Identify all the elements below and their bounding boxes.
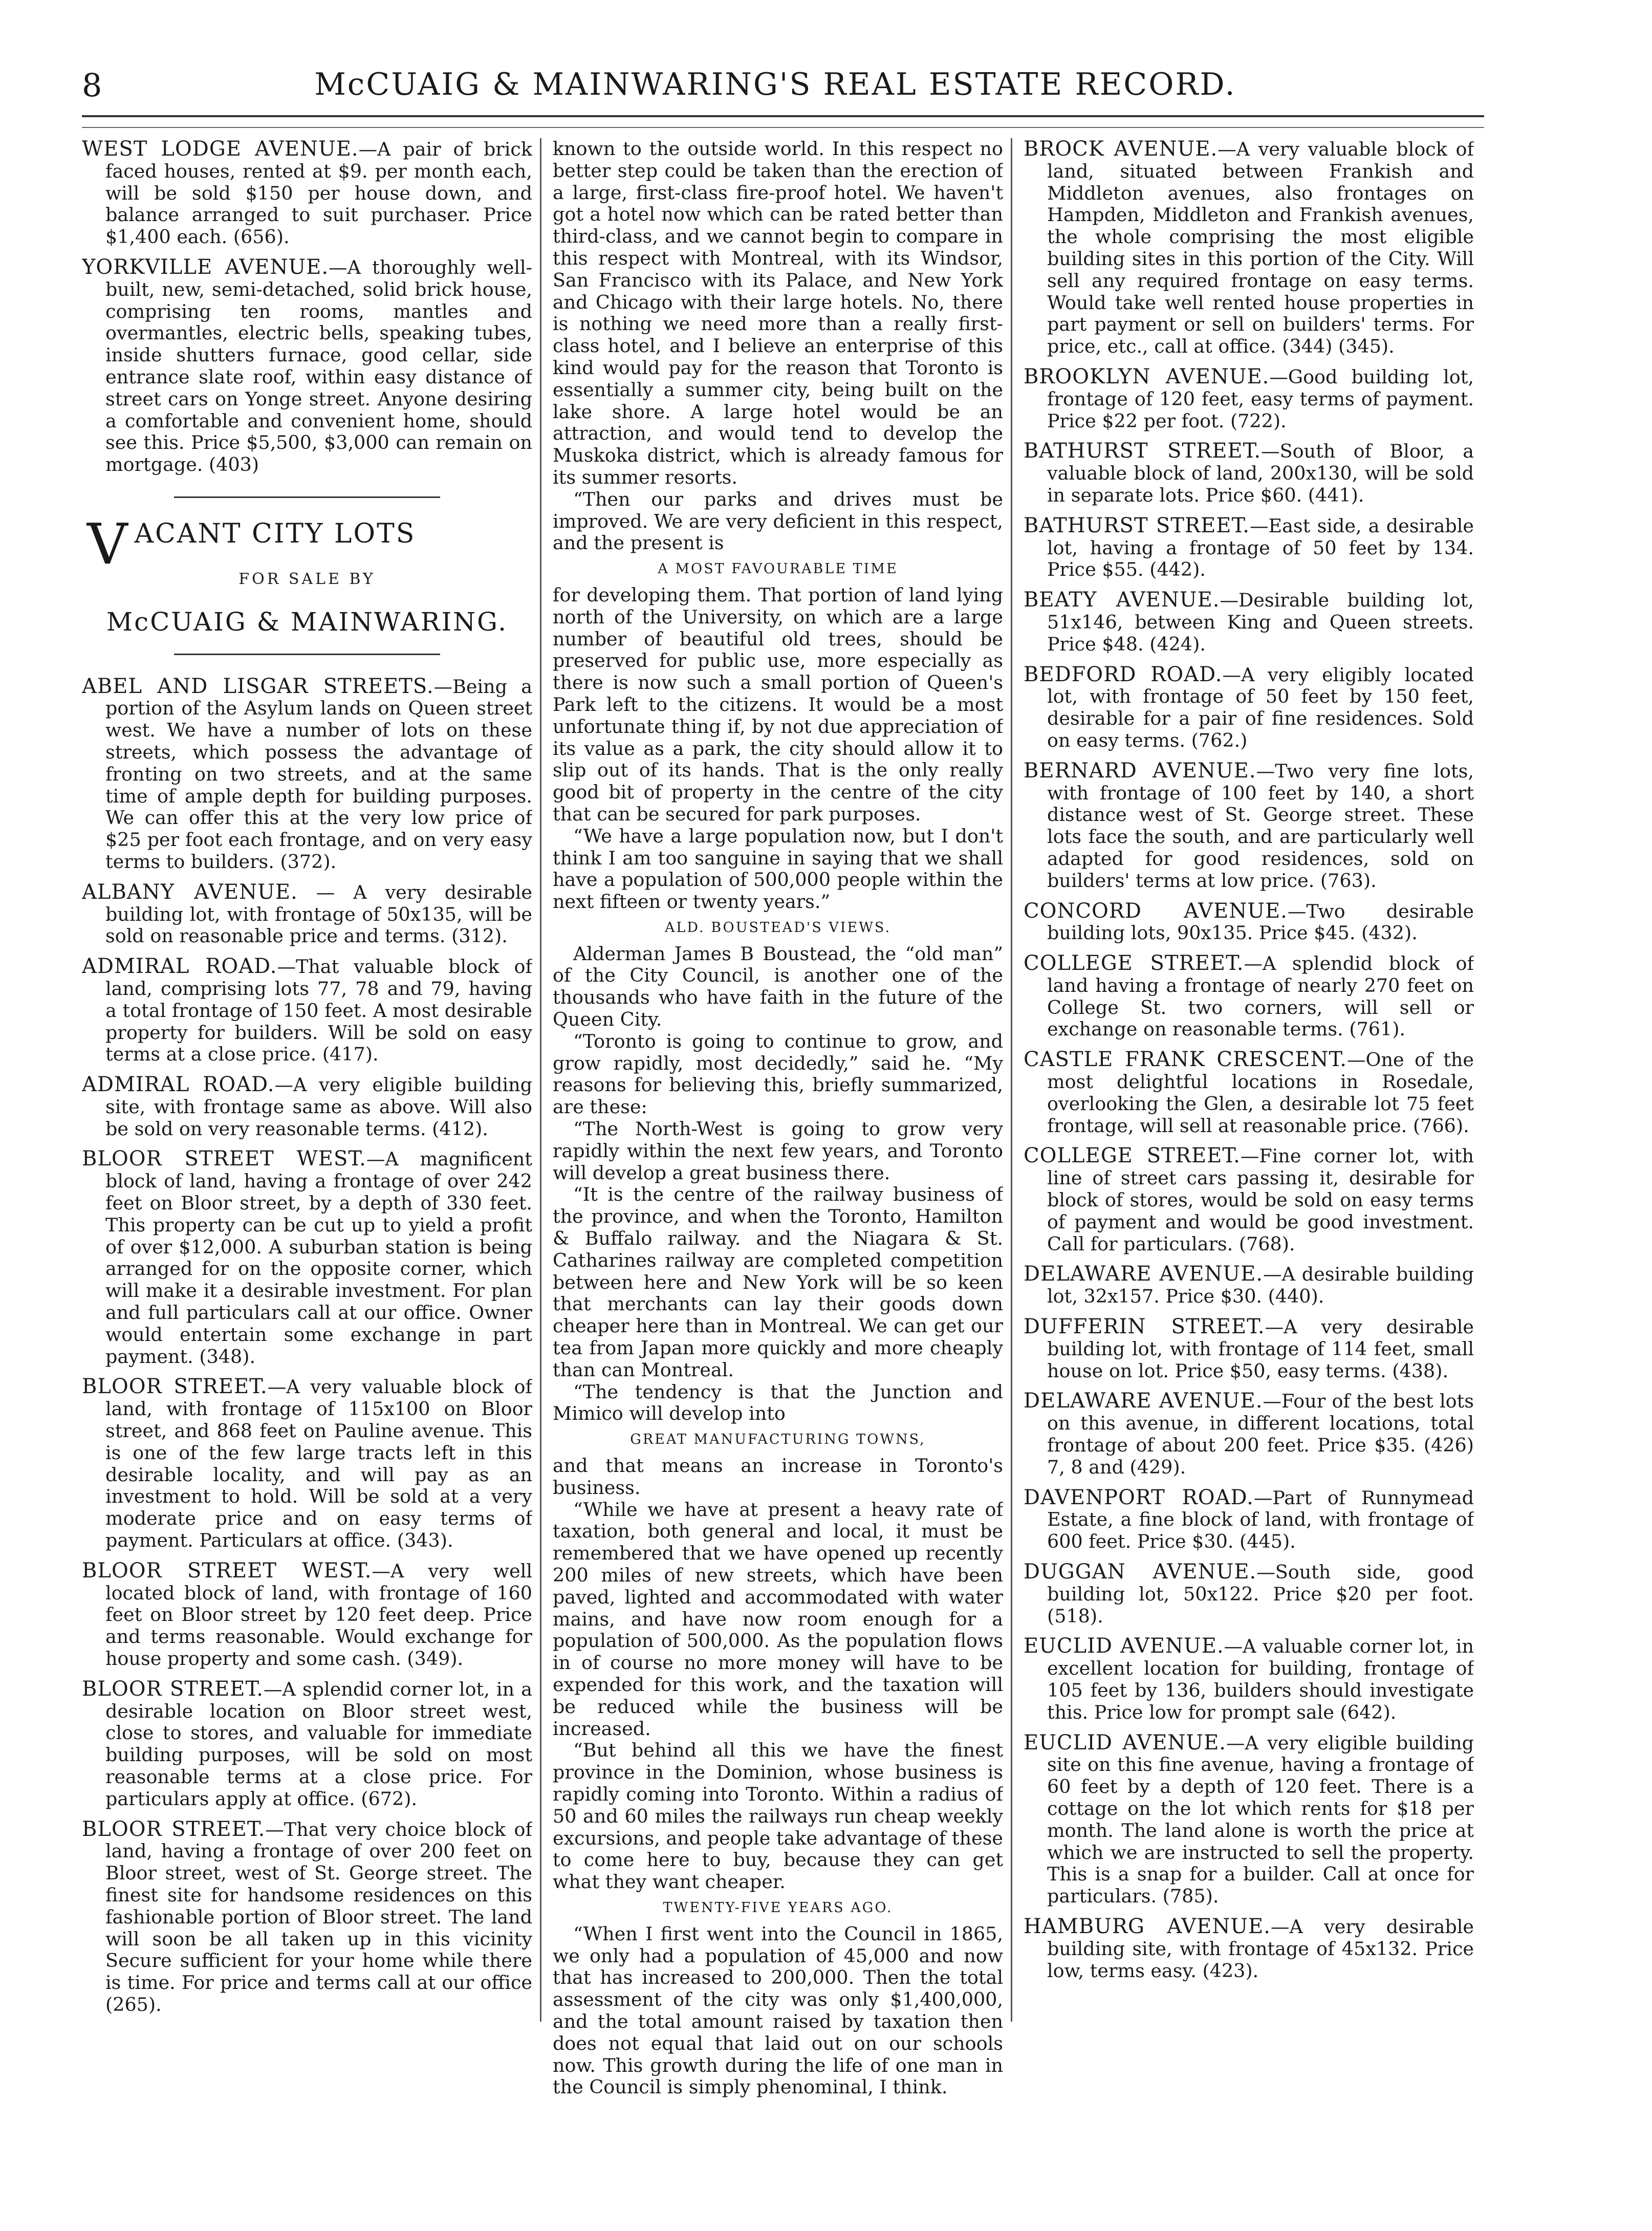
- listing-heading: ADMIRAL ROAD.: [82, 1073, 275, 1097]
- running-title: McCUAIG & MAINWARING'S REAL ESTATE RECORD.: [314, 67, 1236, 102]
- article-paragraph: “Toronto is going to continue to grow, and grow rapidly, most decidedly,” said he. “My reasons for believing this, briefly summarized, are these:: [553, 1030, 1003, 1118]
- header-rule-thin: [82, 127, 1484, 128]
- article-paragraph: “When I first went into the Council in 1865, we only had a population of 45,000 and now that has increased to 200,000. Then the total assessment of the city was only $1,400,000, and the total amount raised by taxation then does not equal that laid out on our schools now. This growth during the life of one man in the Council is simply phenominal, I think.: [553, 1922, 1003, 2098]
- listing-heading: COLLEGE STREET.: [1024, 951, 1244, 976]
- listing-body: — A very desirable building lot, with frontage of 50x135, will be sold on reasonable price and terms. (312).: [105, 881, 532, 947]
- listing-heading: BEDFORD ROAD.: [1024, 662, 1223, 686]
- article-paragraph: known to the outside world. In this respect no better step could be taken than the erection of a large, first-class fire-proof hotel. We haven't got a hotel now which can be rated better than third-class, and we cannot begin to compare in this respect with Montreal, with its Windsor, San Francisco with its Palace, and New York and Chicago with their large hotels. No, there is nothing we need more than a really first-class hotel, and I believe an enterprise of this kind would pay for the reason that Toronto is essentially a summer city, being built on the lake shore. A large hotel would be an attraction, and would tend to develop the Muskoka district, which is already famous for its summer resorts.: [553, 138, 1003, 488]
- listing-heading: BATHURST STREET.: [1024, 513, 1250, 537]
- listing-heading: CONCORD AVENUE.: [1024, 899, 1288, 923]
- listing-entry: [82, 1376, 532, 1551]
- listing-body: —Two desirable building lots, 90x135. Price $45. (432).: [1047, 900, 1474, 944]
- page-header: [72, 61, 1479, 113]
- listing-heading: EUCLID AVENUE.: [1024, 1634, 1224, 1658]
- listing-heading: YORKVILLE AVENUE.: [82, 255, 329, 279]
- column-right: [1024, 138, 1474, 2134]
- listing-body: —Fine corner lot, with line of street cars passing it, desirable for block of stores, would be sold on easy terms of payment and would be good investment. Call for particulars. (768).: [1047, 1145, 1474, 1255]
- listing-heading: BLOOR STREET WEST.: [82, 1558, 372, 1583]
- listing-body: —Good building lot, frontage of 120 feet, easy terms of payment. Price $22 per foot. (722).: [1047, 365, 1474, 432]
- listing-body: —A very valuable block of land, with frontage of 115x100 on Bloor street, and 868 feet on Pauline avenue. This is one of the few large tracts left in this desirable locality, and will pay as an investment to hold. Will be sold at a very moderate price and on easy terms of payment. Particulars at office. (343).: [105, 1376, 532, 1552]
- listing-entry: [82, 256, 532, 476]
- article-subhead: A MOST FAVOURABLE TIME: [658, 561, 898, 577]
- article-paragraph: “While we have at present a heavy rate of taxation, both general and local, it must be remembered that we have opened up recently 200 miles of new streets, which have been paved, lighted and accommodated with water mains, and have now room enough for a population of 500,000. As the population flows in of course no more money will have to be expended for this work, and the taxation will be reduced while the business will be increased.: [553, 1498, 1003, 1740]
- listing-entry: [1024, 366, 1474, 432]
- article-paragraph: Alderman James B Boustead, the “old man” of the City Council, is another one of the thousands who have faith in the future of the Queen City.: [553, 942, 1003, 1031]
- article-paragraph: and that means an increase in Toronto's business.: [553, 1455, 1003, 1499]
- listing-body: —Desirable building lot, 51x146, between King and Queen streets. Price $48. (424).: [1047, 589, 1474, 655]
- listing-body: —East side, a desirable lot, having a frontage of 50 feet by 134. Price $55. (442).: [1047, 514, 1474, 581]
- section-rule: [174, 654, 440, 655]
- listing-heading: BLOOR STREET WEST.: [82, 1147, 366, 1171]
- listing-heading: ALBANY AVENUE.: [82, 880, 298, 904]
- article-subhead: GREAT MANUFACTURING TOWNS,: [630, 1432, 926, 1448]
- listing-heading: CASTLE FRANK CRESCENT.: [1024, 1048, 1347, 1072]
- column-divider: [540, 138, 541, 2022]
- listing-heading: DUGGAN AVENUE.: [1024, 1560, 1257, 1584]
- listing-heading: DUFFERIN STREET.: [1024, 1315, 1265, 1339]
- listing-entry: [82, 881, 532, 947]
- listing-entry: [1024, 1732, 1474, 1908]
- listing-body: —A very well located block of land, with frontage of 160 feet on Bloor street by 120 feet deep. Price and terms reasonable. Would exchange for house property and some cash. (349).: [105, 1559, 532, 1670]
- listing-body: —A very eligibly located lot, with frontage of 50 feet by 150 feet, desirable for a pair of fine residences. Sold on easy terms. (762.): [1047, 663, 1474, 751]
- listing-entry: [1024, 664, 1474, 752]
- drop-cap: V: [87, 511, 129, 577]
- listing-entry: [82, 1560, 532, 1670]
- listing-entry: [1024, 589, 1474, 655]
- listing-entry: [1024, 1635, 1474, 1723]
- article-paragraph: “We have a large population now, but I don't think I am too sanguine in saying that we shall have a population of 500,000 people within the next fifteen or twenty years.”: [553, 825, 1003, 913]
- page-number: 8: [82, 67, 102, 104]
- article-paragraph: “The tendency is that the Junction and Mimico will develop into: [553, 1380, 1003, 1425]
- listing-heading: COLLEGE STREET.: [1024, 1144, 1241, 1168]
- listing-entry: [1024, 1049, 1474, 1137]
- header-rule: [82, 115, 1484, 117]
- listing-entry: [1024, 440, 1474, 506]
- listing-heading: ABEL AND LISGAR STREETS.: [82, 674, 434, 698]
- listing-body: —A splendid block of land having a frontage of nearly 270 feet on College St. two corners, will sell or exchange on reasonable terms. (761).: [1047, 952, 1474, 1041]
- listing-entry: [1024, 1487, 1474, 1553]
- listing-heading: EUCLID AVENUE.: [1024, 1730, 1227, 1755]
- for-sale-by: FOR SALE BY: [238, 570, 376, 588]
- listing-entry: [1024, 1916, 1474, 1982]
- listing-body: —A desirable building lot, 32x157. Price $30. (440).: [1047, 1263, 1474, 1308]
- listing-body: —A thoroughly well-built, new, semi-detached, solid brick house, comprising ten rooms, mantles and overmantles, electric bells, speaking tubes, inside shutters furnace, good cellar, side entrance slate roof, within easy distance of street cars on Yonge street. Anyone desiring a comfortable and convenient home, should see this. Price $5,500, $3,000 can remain on mortgage. (403): [105, 256, 532, 476]
- listing-body: —That very choice block of land, having a frontage of over 200 feet on Bloor street, west of St. George street. The finest site for handsome residences on this fashionable portion of Bloor street. The land will soon be all taken up in this vicinity Secure sufficient for your home while there is time. For price and terms call at our office (265).: [105, 1818, 532, 2016]
- listing-heading: WEST LODGE AVENUE.: [82, 138, 359, 161]
- listing-entry: [1024, 1263, 1474, 1308]
- listing-heading: ADMIRAL ROAD.: [82, 955, 277, 979]
- listing-body: —A valuable corner lot, in excellent location for building, frontage of 105 feet by 136, builders should investigate this. Price low for prompt sale (642).: [1047, 1635, 1474, 1723]
- article-subhead: TWENTY-FIVE YEARS AGO.: [663, 1899, 893, 1916]
- listing-body: —South of Bloor, a valuable block of land, 200x130, will be sold in separate lots. Price $60. (441).: [1047, 440, 1474, 506]
- listing-heading: BLOOR STREET.: [82, 1375, 268, 1399]
- column-divider: [1011, 138, 1012, 2022]
- listing-body: —A very eligible building site on this fine avenue, having a frontage of 60 feet by a depth of 120 feet. There is a cottage on the lot which rents for $18 per month. The land alone is worth the price at which we are instructed to sell the property. This is a snap for a builder. Call at once for particulars. (785).: [1047, 1731, 1474, 1908]
- listing-heading: BROCK AVENUE.: [1024, 138, 1218, 161]
- column-left: [82, 138, 532, 2134]
- article-subhead: ALD. BOUSTEAD'S VIEWS.: [664, 919, 892, 936]
- listing-heading: BEATY AVENUE.: [1024, 588, 1220, 612]
- listing-body: —Part of Runnymead Estate, a fine block of land, with frontage of 600 feet. Price $30. (445).: [1047, 1486, 1474, 1553]
- listing-heading: DAVENPORT ROAD.: [1024, 1485, 1254, 1509]
- listing-entry: [82, 1678, 532, 1810]
- listing-entry: [1024, 515, 1474, 581]
- listing-entry: [1024, 952, 1474, 1041]
- listing-body: —Four of the best lots on this avenue, in different locations, total frontage of about 200 feet. Price $35. (426) 7, 8 and (429).: [1047, 1390, 1474, 1478]
- listing-entry: [82, 1148, 532, 1368]
- listing-entry: [82, 676, 532, 873]
- article-paragraph: “Then our parks and drives must be improved. We are very deficient in this respect, and the present is: [553, 488, 1003, 554]
- listing-body: —A very valuable block of land, situated between Frankish and Middleton avenues, also frontages on Hampden, Middleton and Frankish avenues, the whole comprising the most eligible building sites in this portion of the City. Will sell any required frontage on easy terms. Would take well rented house properties in part payment or sell on builders' terms. For price, etc., call at office. (344) (345).: [1047, 138, 1474, 358]
- listing-body: —That valuable block of land, comprising lots 77, 78 and 79, having a total frontage of 150 feet. A most desirable property for builders. Will be sold on easy terms at a close price. (417).: [105, 956, 532, 1066]
- listing-heading: BATHURST STREET.: [1024, 439, 1262, 463]
- listing-heading: BROOKLYN AVENUE.: [1024, 364, 1270, 388]
- listing-body: —A pair of brick faced houses, rented at $9. per month each, will be sold $150 per house down, and balance arranged to suit purchaser. Price $1,400 each. (656).: [105, 138, 532, 248]
- section-rule: [174, 496, 440, 498]
- listing-heading: BLOOR STREET.: [82, 1817, 266, 1841]
- listing-entry: [82, 138, 532, 248]
- listing-body: —Being a portion of the Asylum lands on Queen street west. We have a number of lots on these streets, which possess the advantage of fronting on two streets, and at the same time of ample depth for building purposes. We can offer this at the very low price of $25 per foot each frontage, and on very easy terms to builders. (372).: [105, 675, 532, 873]
- listing-heading: DELAWARE AVENUE.: [1024, 1262, 1264, 1286]
- listing-entry: [82, 1818, 532, 2016]
- listing-heading: BLOOR STREET.: [82, 1677, 264, 1701]
- article-paragraph: “But behind all this we have the finest province in the Dominion, whose business is rapidly coming into Toronto. Within a radius of 50 and 60 miles the railways run cheap weekly excursions, and people take advantage of these to come here to buy, because they can get what they want cheaper.: [553, 1739, 1003, 1893]
- listing-body: —Two very fine lots, with frontage of 100 feet by 140, a short distance west of St. George street. These lots face the south, and are particularly well adapted for good residences, sold on builders' terms at low price. (763).: [1047, 760, 1474, 892]
- listing-heading: BERNARD AVENUE.: [1024, 759, 1256, 783]
- listing-entry: [1024, 1390, 1474, 1478]
- listing-entry: [1024, 1561, 1474, 1627]
- listing-heading: HAMBURG AVENUE.: [1024, 1914, 1271, 1938]
- listing-body: —A very desirable building lot, with frontage of 114 feet, small house on lot. Price $50, easy terms. (438).: [1047, 1316, 1474, 1382]
- listing-entry: [82, 1074, 532, 1140]
- listing-body: —A magnificent block of land, having a frontage of over 242 feet on Bloor street, by a depth of 330 feet. This property can be cut up to yield a profit of over $12,000. A suburban station is being arranged for on the opposite corner, which will make it a desirable investment. For plan and full particulars call at our office. Owner would entertain some exchange in part payment. (348).: [105, 1148, 532, 1368]
- listing-heading: DELAWARE AVENUE.: [1024, 1389, 1263, 1413]
- listing-body: —One of the most delightful locations in Rosedale, overlooking the Glen, a desirable lot 75 feet frontage, will sell at reasonable price. (766).: [1047, 1049, 1474, 1137]
- listing-body: —South side, good building lot, 50x122. Price $20 per foot. (518).: [1047, 1561, 1474, 1627]
- section-title: [87, 511, 532, 577]
- listing-body: —A splendid corner lot, in a desirable location on Bloor street west, close to stores, and valuable for immediate building purposes, will be sold on most reasonable terms at a close price. For particulars apply at office. (672).: [105, 1678, 532, 1810]
- firm-name: McCUAIG & MAINWARING.: [106, 607, 508, 637]
- section-title-text: ACANT CITY LOTS: [134, 518, 416, 549]
- article-paragraph: “It is the centre of the railway business of the province, and when the Toronto, Hamilton & Buffalo railway. and the Niagara & St. Catharines railway are completed competition between here and New York will be so keen that merchants can lay their goods down cheaper here than in Montreal. We can get our tea from Japan more quickly and more cheaply than can Montreal.: [553, 1183, 1003, 1381]
- listing-entry: [1024, 900, 1474, 945]
- article-paragraph: for developing them. That portion of land lying north of the University, on which are a large number of beautiful old trees, should be preserved for public use, more especially as there is now such a small portion of Queen's Park left to the citizens. It would be a most unfortunate thing if, by not due appreciation of its value as a park, the city should allow it to slip out of its hands. That is the only really good bit of property in the centre of the city that can be secured for park purposes.: [553, 583, 1003, 825]
- listing-entry: [1024, 138, 1474, 358]
- listing-entry: [1024, 760, 1474, 892]
- column-middle: [553, 138, 1003, 2134]
- listing-entry: [82, 956, 532, 1066]
- listing-body: —A very eligible building site, with frontage same as above. Will also be sold on very reasonable terms. (412).: [105, 1074, 532, 1140]
- listing-entry: [1024, 1145, 1474, 1255]
- listing-body: —A very desirable building site, with frontage of 45x132. Price low, terms easy. (423).: [1047, 1915, 1474, 1982]
- listing-entry: [1024, 1316, 1474, 1382]
- article-paragraph: “The North-West is going to grow very rapidly within the next few years, and Toronto will develop a great business there.: [553, 1118, 1003, 1184]
